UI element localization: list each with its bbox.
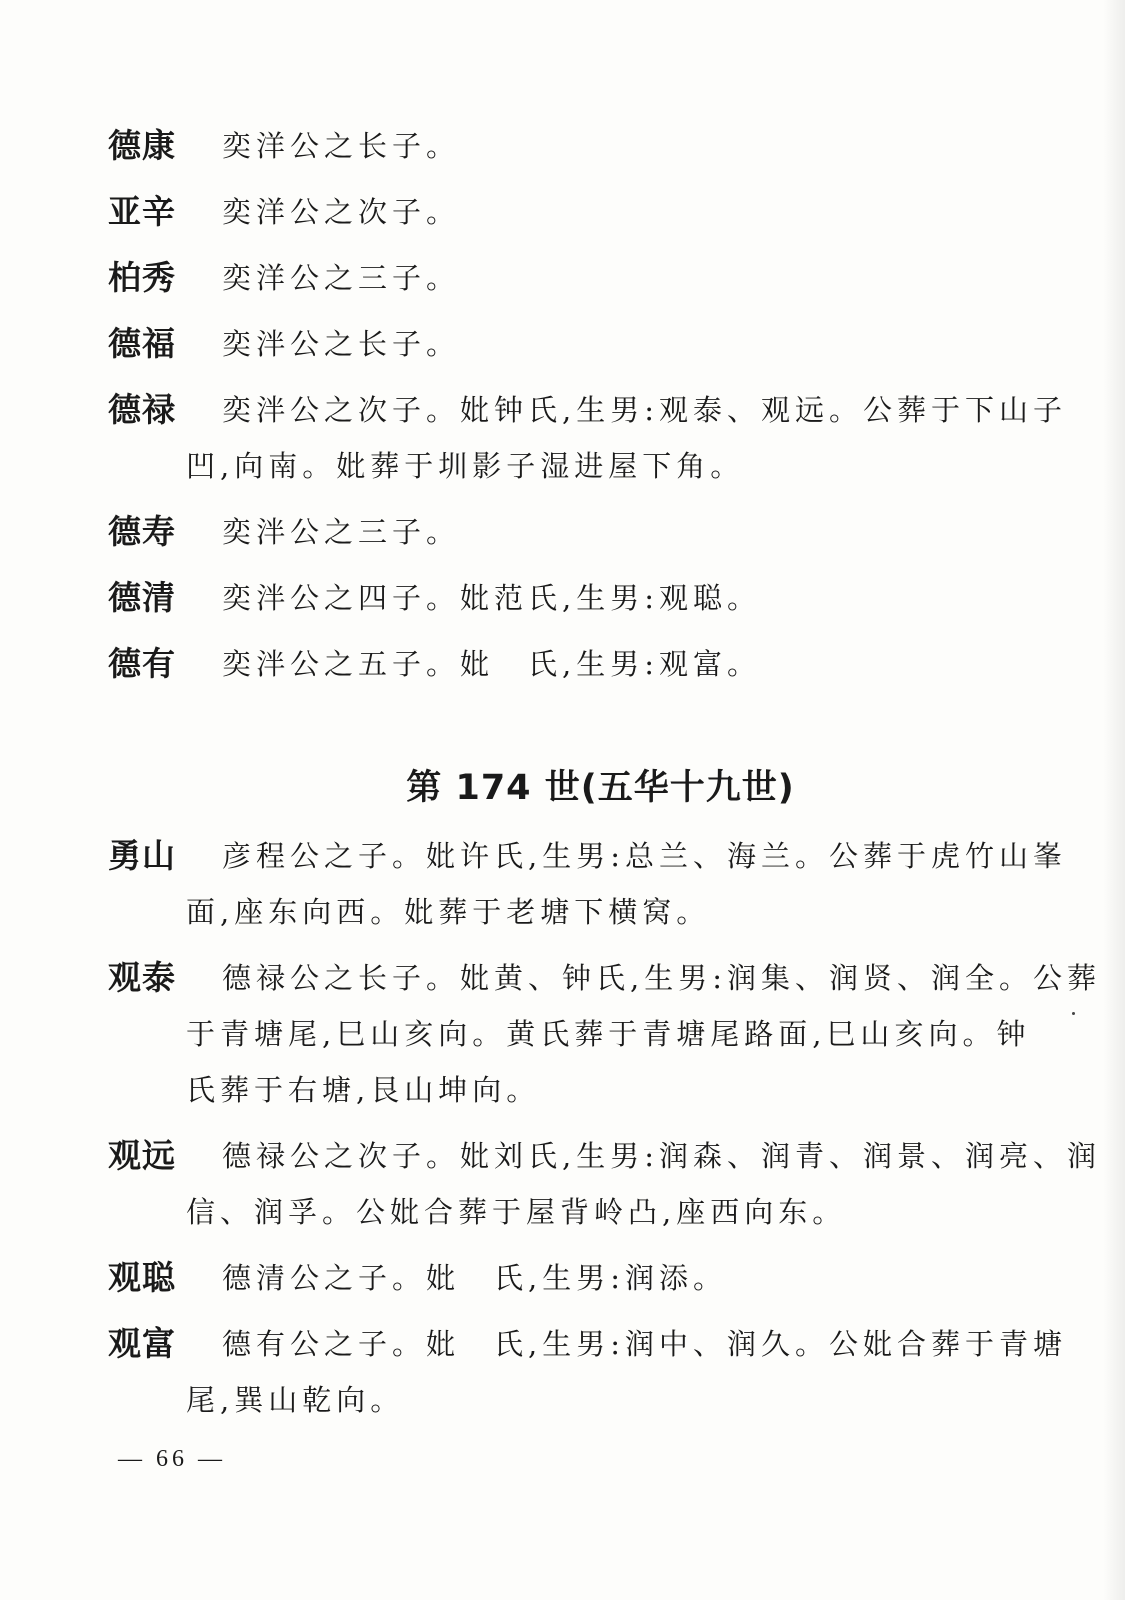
genealogy-entry xyxy=(108,828,1067,940)
entry-line: 尾,巽山乾向。 xyxy=(186,1383,405,1417)
entry-name: 观聪 xyxy=(108,1258,176,1297)
entry-name: 观泰 xyxy=(108,958,176,997)
genealogy-entry xyxy=(108,1250,1053,1306)
entries-part1 xyxy=(108,118,1067,692)
entry-text xyxy=(222,118,1053,174)
entry-text xyxy=(222,570,1053,626)
entry-line: 面,座东向西。妣葬于老塘下横窝。 xyxy=(186,895,711,929)
genealogy-entry xyxy=(108,570,1053,626)
entry-name: 德禄 xyxy=(108,390,176,429)
entry-text xyxy=(222,636,1053,692)
entry-name: 德清 xyxy=(108,578,176,617)
entry-name: 德康 xyxy=(108,126,176,165)
entry-name: 观富 xyxy=(108,1324,176,1363)
genealogy-entry xyxy=(108,118,1053,174)
genealogy-entry xyxy=(108,382,1067,494)
entry-name: 观远 xyxy=(108,1136,176,1175)
genealogy-entry xyxy=(108,636,1053,692)
entry-text xyxy=(222,504,1053,560)
entry-name: 德寿 xyxy=(108,512,176,551)
entry-text xyxy=(222,1250,1053,1306)
genealogy-entry xyxy=(108,316,1053,372)
section-heading: 第 174 世(五华十九世) xyxy=(406,768,795,808)
genealogy-entry xyxy=(108,250,1053,306)
page-edge-shadow xyxy=(1103,0,1125,1600)
entry-line: 奕泮公之三子。 xyxy=(222,515,461,549)
entry-name: 勇山 xyxy=(108,836,176,875)
entry-text xyxy=(186,1128,1101,1240)
entry-text xyxy=(186,1316,1067,1428)
page-number: — 66 — xyxy=(118,1446,226,1472)
entry-text xyxy=(186,950,1101,1118)
entry-line: 信、润孚。公妣合葬于屋背岭凸,座西向东。 xyxy=(186,1195,847,1229)
entry-name: 德福 xyxy=(108,324,176,363)
entry-line: 德清公之子。妣 氏,生男:润添。 xyxy=(222,1261,727,1295)
genealogy-entry xyxy=(108,1316,1067,1428)
entry-text xyxy=(222,250,1053,306)
genealogy-entry xyxy=(108,184,1053,240)
entry-line: 氏葬于右塘,艮山坤向。 xyxy=(186,1073,541,1107)
entry-line: 奕洋公之三子。 xyxy=(222,261,461,295)
entry-line: 奕泮公之次子。妣钟氏,生男:观泰、观远。公葬于下山子 xyxy=(222,393,1067,427)
entry-line: 奕泮公之五子。妣 氏,生男:观富。 xyxy=(222,647,761,681)
entry-name: 亚辛 xyxy=(108,192,176,231)
entry-line: 奕洋公之次子。 xyxy=(222,195,461,229)
entry-text xyxy=(222,184,1053,240)
entry-line: 德有公之子。妣 氏,生男:润中、润久。公妣合葬于青塘 xyxy=(222,1327,1067,1361)
entry-line: 德禄公之次子。妣刘氏,生男:润森、润青、润景、润亮、润 xyxy=(222,1139,1101,1173)
entry-name: 德有 xyxy=(108,644,176,683)
genealogy-entry xyxy=(108,950,1101,1118)
entry-line: 奕洋公之长子。 xyxy=(222,129,461,163)
genealogy-entry xyxy=(108,1128,1101,1240)
genealogy-entry xyxy=(108,504,1053,560)
entry-line: 奕泮公之四子。妣范氏,生男:观聪。 xyxy=(222,581,761,615)
entry-line: 凹,向南。妣葬于圳影子湿进屋下角。 xyxy=(186,449,745,483)
entry-name: 柏秀 xyxy=(108,258,176,297)
entries-part2 xyxy=(108,828,1101,1428)
entry-line: 于青塘尾,巳山亥向。黄氏葬于青塘尾路面,巳山亥向。钟 xyxy=(186,1017,1031,1051)
entry-line: 彦程公之子。妣许氏,生男:总兰、海兰。公葬于虎竹山峯 xyxy=(222,839,1067,873)
entry-text xyxy=(222,316,1053,372)
genealogy-content xyxy=(108,118,1101,1428)
entry-text xyxy=(186,828,1067,940)
entry-line: 德禄公之长子。妣黄、钟氏,生男:润集、润贤、润全。公葬 xyxy=(222,961,1101,995)
entry-text xyxy=(186,382,1067,494)
entry-line: 奕泮公之长子。 xyxy=(222,327,461,361)
